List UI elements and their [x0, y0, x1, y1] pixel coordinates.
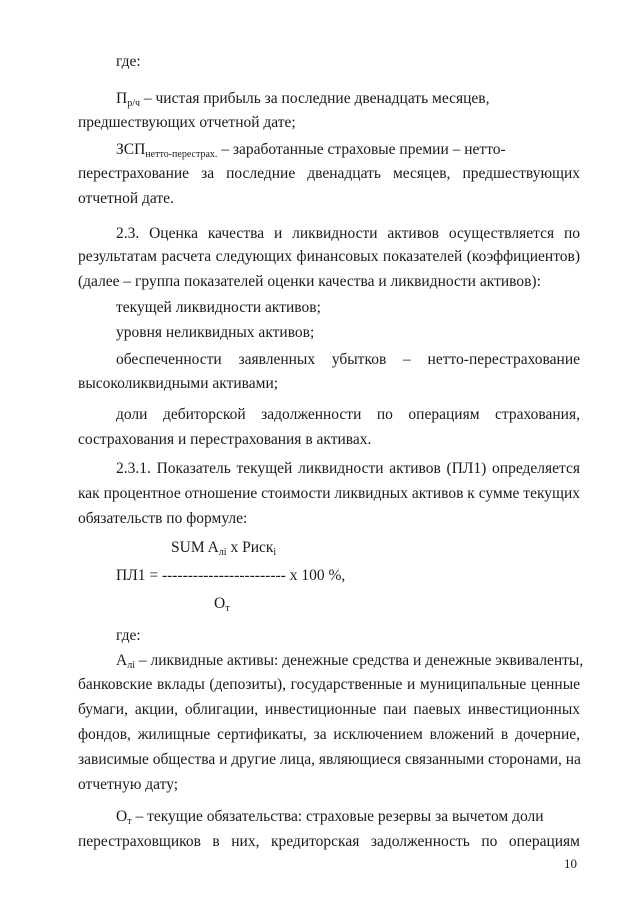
text-line: перестрахование за последние двенадцать месяцев, предшествующих: [78, 165, 580, 182]
subscript: лi: [218, 547, 227, 558]
list-item: уровня неликвидных активов;: [116, 324, 315, 341]
text-line: зависимые общества и другие лица, являющиеся связанными сторонами, на: [78, 751, 581, 768]
section-heading-line: 2.3.1. Показатель текущей ликвидности активов (ПЛ1) определяется: [116, 460, 580, 477]
subscript: i: [273, 547, 277, 558]
text-line: бумаги, акции, облигации, инвестиционные паи паевых инвестиционных: [78, 701, 580, 718]
text-line: высоколиквидными активами;: [78, 375, 279, 392]
text-line: банковские вклады (депозиты), государственные и муниципальные ценные: [78, 676, 580, 693]
formula-denominator: $О_т$: [214, 595, 230, 614]
definition-line: $ЗСП_{нетто-перестрах.}$ – заработанные страховые премии – нетто-: [116, 141, 506, 160]
list-item: доли дебиторской задолженности по операциям страхования,: [116, 406, 580, 423]
subscript: лi: [127, 660, 135, 671]
text-line: (далее – группа показателей оценки качества и ликвидности активов):: [78, 273, 541, 290]
definition-line: $П_{р/ч}$ – чистая прибыль за последние двенадцать месяцев,: [116, 90, 490, 109]
text-line: как процентное отношение стоимости ликвидных активов к сумме текущих: [78, 485, 580, 502]
subscript: р/ч: [127, 98, 141, 109]
section-heading-line: 2.3. Оценка качества и ликвидности активов осуществляется по: [116, 225, 580, 242]
definition-line: $А_{лi}$ – ликвидные активы: денежные средства и денежные эквиваленты,: [116, 652, 584, 671]
text-line: фондов, жилищные сертификаты, за исключением вложений в дочерние,: [78, 726, 580, 743]
text-line: где:: [116, 53, 141, 70]
text-line: предшествующих отчетной дате;: [78, 114, 296, 131]
text-line: где:: [116, 627, 141, 644]
formula-numerator: SUM $A_{лi}$ x Риск$_i$: [171, 539, 277, 558]
text-line: обязательств по формуле:: [78, 510, 248, 527]
formula-line: ПЛ1 = ------------------------ х 100 %,: [116, 567, 346, 584]
subscript: т: [127, 816, 132, 827]
subscript: нетто-перестрах.: [145, 149, 218, 160]
text-line: отчетную дату;: [78, 776, 179, 793]
page-number: 10: [564, 856, 577, 871]
text-line: результатам расчета следующих финансовых показателей (коэффициентов): [78, 248, 580, 265]
text-line: отчетной дате.: [78, 190, 174, 207]
text-line: перестраховщиков в них, кредиторская задолженность по операциям: [78, 833, 580, 850]
list-item: текущей ликвидности активов;: [116, 299, 321, 316]
text-line: сострахования и перестрахования в активах.: [78, 431, 372, 448]
definition-line: $О_т$ – текущие обязательства: страховые резервы за вычетом доли: [116, 808, 544, 827]
list-item: обеспеченности заявленных убытков – нетто-перестрахование: [116, 351, 580, 368]
subscript: т: [225, 603, 230, 614]
